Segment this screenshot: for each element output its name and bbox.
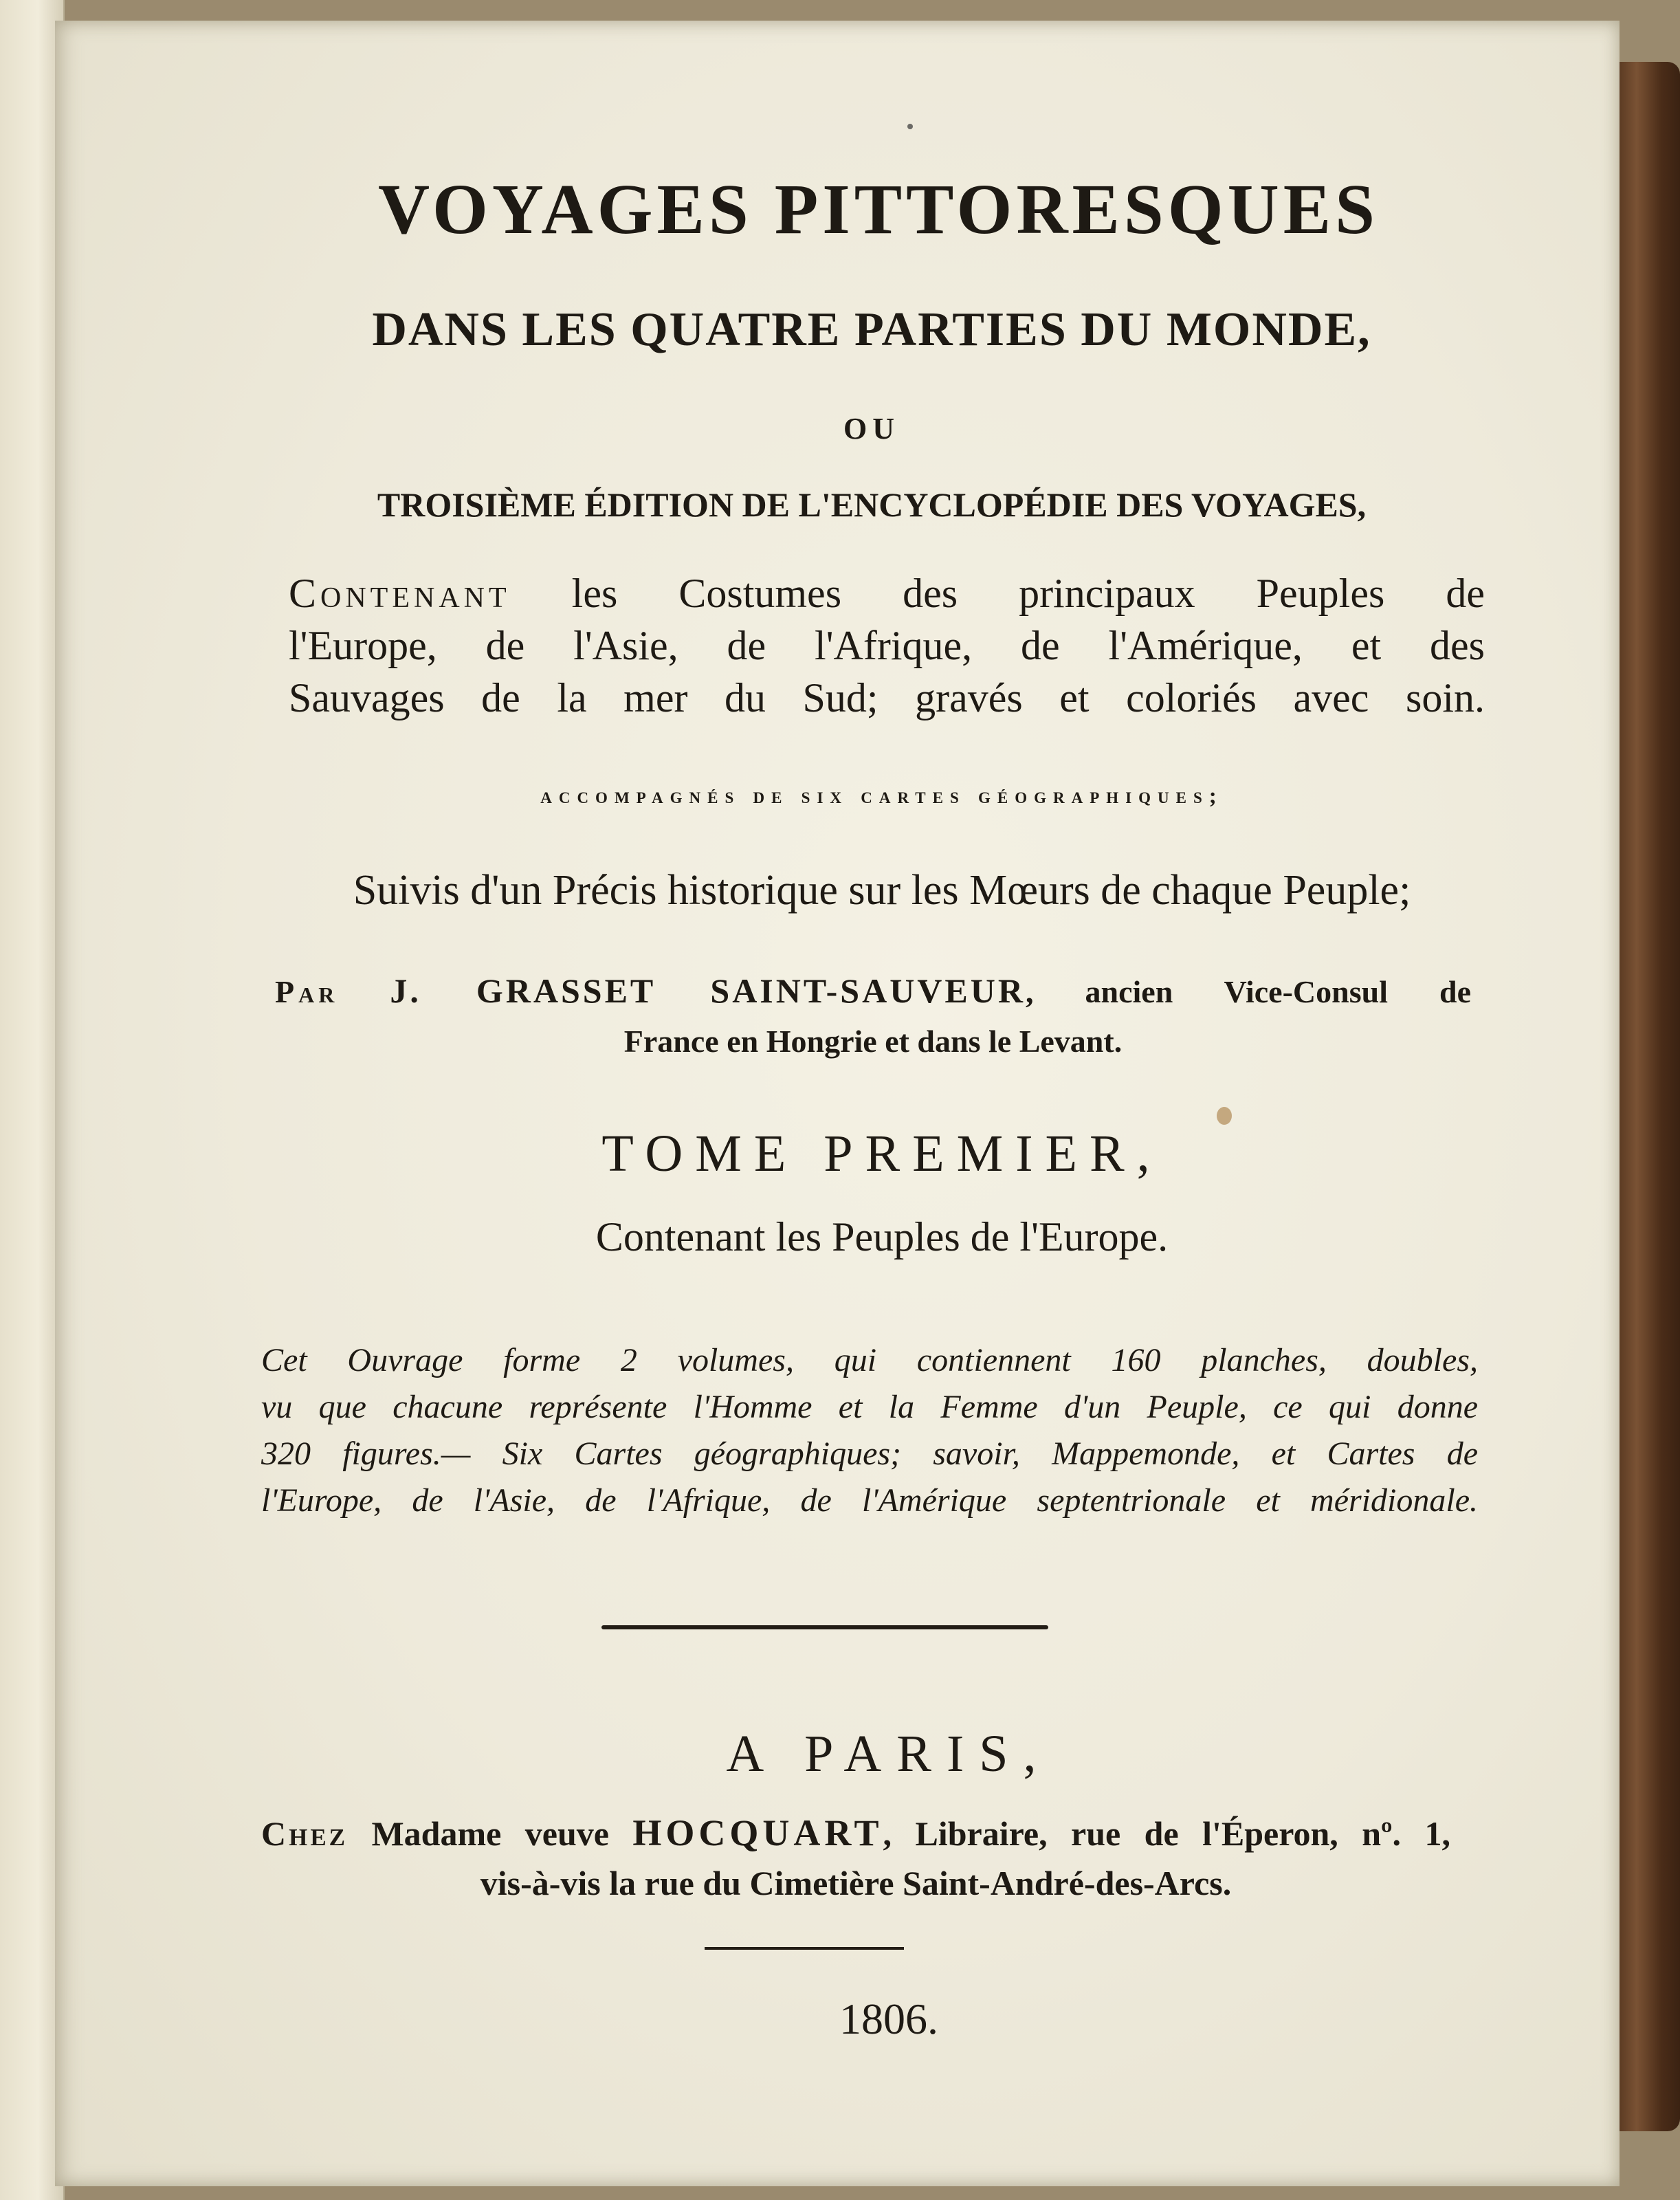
paper-speck [1217, 1107, 1232, 1125]
contents-line-1-text: les Costumes des principaux Peuples de [510, 571, 1485, 616]
precis-line: Suivis d'un Précis historique sur les Mœurs de chaque Peuple; [353, 867, 1411, 914]
imprint-city: A PARIS, [726, 1725, 1052, 1783]
volume-title: TOME PREMIER, [601, 1125, 1162, 1182]
publisher-line-2: vis-à-vis la rue du Cimetière Saint-André-des-Arcs. [480, 1864, 1232, 1902]
author-name: J. GRASSET SAINT-SAUVEUR [390, 971, 1026, 1010]
author-block [275, 966, 1471, 1066]
author-line-1 [275, 966, 1471, 1017]
note-line-3: 320 figures.— Six Cartes géographiques; savoir, Mappemonde, et Cartes de [261, 1436, 1478, 1472]
publisher-name: HOCQUART [632, 1812, 883, 1854]
contents-line-3: Sauvages de la mer du Sud; gravés et coloriés avec soin. [289, 675, 1485, 720]
short-divider-rule [705, 1947, 904, 1950]
contents-line-1 [289, 567, 1485, 619]
note-line-2: vu que chacune représente l'Homme et la Femme d'un Peuple, ce qui donne [261, 1389, 1478, 1425]
note-line-1: Cet Ouvrage forme 2 volumes, qui contiennent 160 planches, doubles, [261, 1342, 1478, 1378]
contents-description [289, 567, 1485, 724]
edition-line: TROISIÈME ÉDITION DE L'ENCYCLOPÉDIE DES VOYAGES, [377, 485, 1367, 524]
publisher-address: , Libraire, rue de l'Éperon, nº. 1, [883, 1814, 1450, 1853]
divider-rule [601, 1625, 1048, 1629]
title-page [55, 21, 1620, 2186]
author-par: Par [275, 974, 339, 1009]
publisher-madame: Madame veuve [348, 1814, 633, 1853]
work-note [261, 1337, 1478, 1524]
conjunction-ou: OU [843, 412, 900, 446]
author-title-1: , ancien Vice-Consul de [1025, 974, 1471, 1009]
imprint-year: 1806. [839, 1994, 938, 2043]
book-title: VOYAGES PITTORESQUES [378, 170, 1379, 249]
contents-lead: Contenant [289, 571, 511, 616]
book-subtitle: DANS LES QUATRE PARTIES DU MONDE, [372, 303, 1371, 356]
author-title-2: France en Hongrie et dans le Levant. [623, 1024, 1123, 1059]
publisher-line-1 [261, 1808, 1450, 1858]
contents-line-2: l'Europe, de l'Asie, de l'Afrique, de l'Amérique, et des [289, 623, 1485, 668]
book-spine [1618, 62, 1680, 2131]
publisher-block [261, 1808, 1450, 1908]
note-line-4: l'Europe, de l'Asie, de l'Afrique, de l'Amérique septentrionale et méridionale. [261, 1482, 1478, 1519]
paper-speck [907, 124, 913, 129]
volume-subtitle: Contenant les Peuples de l'Europe. [595, 1214, 1169, 1260]
maps-line: accompagnés de six cartes géographiques; [540, 784, 1224, 808]
publisher-chez: Chez [261, 1814, 349, 1853]
